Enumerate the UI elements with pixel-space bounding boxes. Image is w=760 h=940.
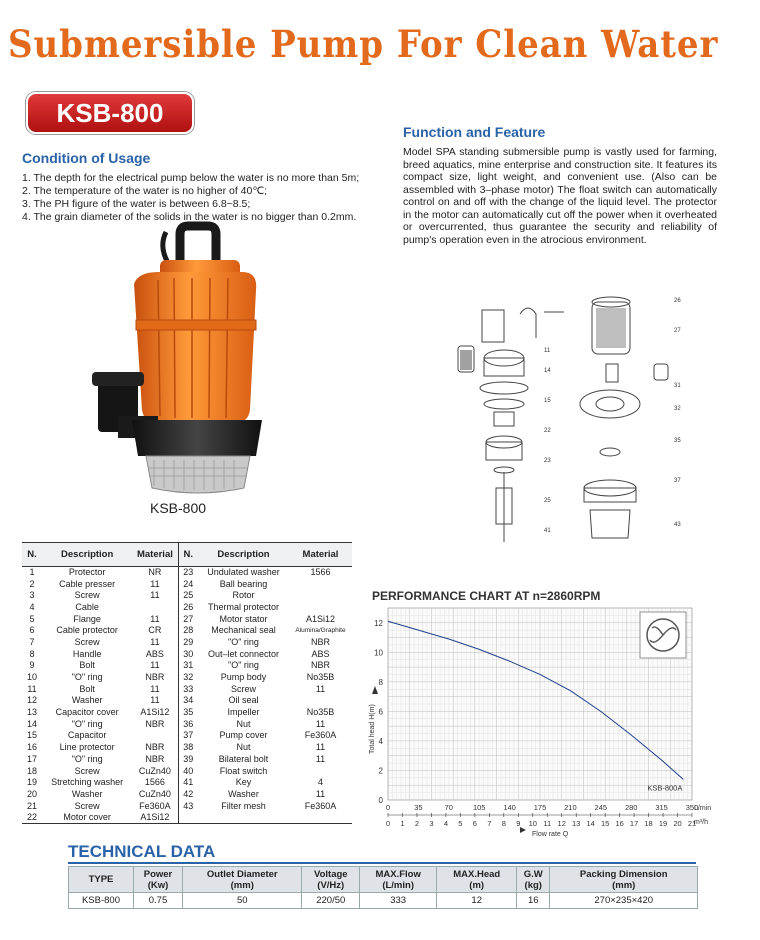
table-cell: Flange bbox=[73, 613, 101, 624]
table-cell: 21 bbox=[26, 800, 37, 811]
table-cell: Cable protector bbox=[56, 625, 118, 636]
table-cell: A1Si12 bbox=[305, 613, 335, 624]
x-tick-label-m3h: 8 bbox=[501, 819, 506, 828]
table-cell: 33 bbox=[183, 683, 194, 694]
table-row bbox=[22, 777, 352, 789]
table-cell: Impeller bbox=[227, 707, 260, 718]
parts-table bbox=[22, 542, 352, 824]
table-cell: Protector bbox=[68, 567, 106, 578]
table-cell: 16 bbox=[26, 742, 37, 753]
table-cell: 11 bbox=[132, 578, 178, 590]
table-cell: Capacitor cover bbox=[55, 707, 119, 718]
table-cell: 7 bbox=[29, 636, 35, 647]
pump-caption: KSB-800 bbox=[150, 500, 207, 516]
svg-text:11: 11 bbox=[544, 348, 551, 354]
table-cell: A1Si12 bbox=[132, 707, 178, 719]
table-cell: NBR bbox=[310, 660, 330, 671]
tech-col-header: G.W (kg) bbox=[517, 867, 550, 893]
table-cell: No35B bbox=[306, 672, 335, 683]
table-cell: 8 bbox=[29, 648, 35, 659]
table-cell: 6 bbox=[29, 625, 35, 636]
x-tick-label-lmin: 105 bbox=[472, 803, 486, 812]
table-cell: 11 bbox=[315, 683, 326, 694]
table-row bbox=[22, 578, 352, 590]
tech-col-header: MAX.Flow (L/min) bbox=[360, 867, 437, 893]
usage-item: 4. The grain diameter of the solids in the water is no bigger than 0.2mm. bbox=[22, 211, 357, 223]
table-cell: 1 bbox=[29, 567, 35, 578]
table-cell: Nut bbox=[236, 742, 251, 753]
tech-rule bbox=[68, 862, 696, 864]
svg-text:41: 41 bbox=[544, 528, 551, 534]
x-tick-label-lmin: 350 bbox=[685, 803, 699, 812]
table-cell: 31 bbox=[183, 660, 194, 671]
table-cell: NR bbox=[132, 567, 178, 579]
table-row bbox=[22, 789, 352, 801]
table-cell: 27 bbox=[183, 613, 194, 624]
table-cell: Screw bbox=[74, 636, 100, 647]
table-cell: 39 bbox=[183, 753, 194, 764]
tech-col-header: TYPE bbox=[69, 867, 134, 893]
tech-cell: 270×235×420 bbox=[550, 893, 698, 909]
table-cell: No35B bbox=[306, 707, 335, 718]
table-cell: 40 bbox=[183, 765, 194, 776]
table-cell bbox=[289, 695, 352, 707]
col-header: N. bbox=[178, 543, 198, 567]
tech-cell: 12 bbox=[437, 893, 517, 909]
y-tick-label: 2 bbox=[378, 766, 383, 776]
x-tick-label-m3h: 7 bbox=[487, 819, 492, 828]
table-cell: CuZn40 bbox=[132, 789, 178, 801]
table-cell: 11 bbox=[132, 683, 178, 695]
table-row bbox=[22, 812, 352, 824]
tech-cell: KSB-800 bbox=[69, 893, 134, 909]
table-cell: 23 bbox=[183, 567, 194, 578]
table-cell: 24 bbox=[183, 578, 194, 589]
tech-col-header: Power (Kw) bbox=[133, 867, 182, 893]
table-cell: Stretching washer bbox=[51, 777, 124, 788]
x-tick-label-m3h: 1 bbox=[400, 819, 405, 828]
tech-row bbox=[69, 893, 698, 909]
table-cell: Ball bearing bbox=[219, 578, 268, 589]
x-tick-label-m3h: 0 bbox=[385, 819, 391, 828]
table-cell: 2 bbox=[29, 578, 35, 589]
table-cell: ABS bbox=[311, 648, 330, 659]
table-row bbox=[22, 730, 352, 742]
table-cell: 11 bbox=[132, 637, 178, 649]
table-cell bbox=[289, 602, 352, 614]
table-cell: Mechanical seal bbox=[211, 625, 276, 636]
tech-col-header: MAX.Head (m) bbox=[437, 867, 517, 893]
table-cell: 11 bbox=[315, 753, 326, 764]
x-tick-label-lmin: 315 bbox=[655, 803, 668, 812]
table-cell: Line protector bbox=[59, 742, 115, 753]
table-cell: 11 bbox=[315, 742, 326, 753]
table-cell: NBR bbox=[132, 754, 178, 766]
table-row bbox=[22, 660, 352, 672]
table-row bbox=[22, 683, 352, 695]
table-row bbox=[22, 567, 352, 579]
table-cell: ABS bbox=[132, 648, 178, 660]
table-cell: Pump cover bbox=[219, 730, 268, 741]
x-tick-label-m3h: 3 bbox=[429, 819, 434, 828]
svg-text:25: 25 bbox=[544, 498, 551, 504]
table-cell: 35 bbox=[183, 707, 194, 718]
tech-cell: 50 bbox=[183, 893, 302, 909]
table-cell: Rotor bbox=[232, 590, 255, 601]
y-tick-label: 12 bbox=[374, 618, 383, 628]
table-cell: 1566 bbox=[132, 777, 178, 789]
table-cell: 11 bbox=[315, 788, 326, 799]
x-tick-label-lmin: 210 bbox=[564, 803, 577, 812]
table-cell: 11 bbox=[132, 613, 178, 625]
table-cell: Washer bbox=[71, 695, 103, 706]
table-cell bbox=[289, 578, 352, 590]
table-cell: Undulated washer bbox=[207, 567, 280, 578]
table-cell: Washer bbox=[71, 788, 103, 799]
table-cell: Out–let connector bbox=[207, 648, 279, 659]
page-title: Submersible Pump For Clean Water bbox=[8, 22, 719, 66]
svg-text:22: 22 bbox=[544, 428, 551, 434]
table-cell: Float switch bbox=[219, 765, 268, 776]
table-cell: NBR bbox=[132, 672, 178, 684]
y-tick-label: 8 bbox=[378, 677, 383, 687]
table-cell: 38 bbox=[183, 742, 194, 753]
table-cell: 1566 bbox=[310, 567, 331, 578]
y-tick-label: 10 bbox=[374, 648, 383, 658]
performance-chart bbox=[360, 586, 760, 840]
tech-heading: TECHNICAL DATA bbox=[68, 842, 216, 861]
svg-text:35: 35 bbox=[674, 438, 681, 444]
tech-cell: 333 bbox=[360, 893, 437, 909]
tech-header-row bbox=[69, 867, 698, 893]
col-header: Description bbox=[198, 543, 289, 567]
svg-text:43: 43 bbox=[674, 522, 681, 528]
table-row bbox=[22, 590, 352, 602]
table-cell: 28 bbox=[183, 625, 194, 636]
tech-col-header: Voltage (V/Hz) bbox=[302, 867, 360, 893]
table-cell: 29 bbox=[183, 636, 194, 647]
table-cell bbox=[178, 812, 198, 824]
x-tick-label-lmin: 35 bbox=[414, 803, 423, 812]
table-cell: "O" ring bbox=[71, 672, 103, 683]
table-cell: 34 bbox=[183, 695, 194, 706]
table-cell bbox=[198, 812, 289, 824]
table-cell: Cable presser bbox=[59, 578, 116, 589]
feature-text: Model SPA standing submersible pump is vastly used for farming, breed aquatics, mine enterprise and construction site. It features its compact size, light weight, and convenient use. (Also can be assembled with 3–phase motor) The float switch can automatically control on and off with the change of the liquid level. The protector in the motor can automatically cut off the power when it overheated or overcurrented, thus guarantee the security and reliability of pump's operation even in the atrocious environment. bbox=[403, 146, 717, 246]
table-cell: Key bbox=[235, 777, 252, 788]
tech-cell: 220/50 bbox=[302, 893, 360, 909]
table-cell: Pump body bbox=[220, 672, 267, 683]
x-tick-label-m3h: 10 bbox=[528, 819, 537, 828]
table-cell: 43 bbox=[183, 800, 194, 811]
table-cell: Handle bbox=[72, 648, 102, 659]
table-cell: CR bbox=[132, 625, 178, 637]
table-cell: 10 bbox=[26, 672, 37, 683]
table-cell: Fe360A bbox=[304, 730, 337, 741]
table-cell: 30 bbox=[183, 648, 194, 659]
table-cell: Bilateral bolt bbox=[218, 753, 269, 764]
x-tick-label-lmin: 140 bbox=[503, 803, 516, 812]
table-cell: Nut bbox=[236, 718, 251, 729]
exploded-diagram bbox=[424, 292, 704, 548]
table-cell bbox=[289, 590, 352, 602]
y-tick-label: 0 bbox=[378, 796, 383, 805]
table-cell: "O" ring bbox=[228, 636, 259, 647]
col-header: Description bbox=[42, 543, 132, 567]
x-tick-label-m3h: 15 bbox=[600, 819, 610, 828]
parts-header-row bbox=[22, 543, 352, 567]
tech-cell: 16 bbox=[517, 893, 550, 909]
table-cell: "O" ring bbox=[228, 660, 259, 671]
model-badge: KSB-800 bbox=[26, 92, 194, 134]
x-tick-label-m3h: 2 bbox=[414, 819, 420, 828]
x-axis-arrow bbox=[520, 827, 526, 833]
x-tick-label-m3h: 17 bbox=[629, 819, 639, 828]
svg-text:14: 14 bbox=[544, 368, 551, 374]
table-cell: 42 bbox=[183, 788, 194, 799]
table-cell: 3 bbox=[29, 590, 35, 601]
table-row bbox=[22, 742, 352, 754]
table-row bbox=[22, 637, 352, 649]
x-tick-label-lmin: 70 bbox=[444, 803, 453, 812]
table-cell: 9 bbox=[29, 660, 35, 671]
table-cell: Fe360A bbox=[132, 800, 178, 812]
x-tick-label-m3h: 19 bbox=[658, 819, 668, 828]
tech-col-header: Packing Dimension (mm) bbox=[550, 867, 698, 893]
y-axis-arrow bbox=[372, 686, 378, 694]
x-tick-label-m3h: 5 bbox=[458, 819, 463, 828]
y-tick-label: 6 bbox=[378, 707, 383, 717]
tech-cell: 0.75 bbox=[133, 893, 182, 909]
table-cell: 37 bbox=[183, 730, 194, 741]
x-tick-label-m3h: 18 bbox=[644, 819, 653, 828]
svg-text:26: 26 bbox=[674, 298, 681, 304]
chart-title: PERFORMANCE CHART AT n=2860RPM bbox=[372, 589, 601, 603]
usage-item: 1. The depth for the electrical pump below the water is no more than 5m; bbox=[22, 172, 360, 184]
table-cell: "O" ring bbox=[71, 753, 103, 764]
table-cell: 15 bbox=[26, 730, 37, 741]
table-cell: Thermal protector bbox=[207, 601, 279, 612]
table-cell: Screw bbox=[230, 683, 256, 694]
table-cell: 11 bbox=[132, 660, 178, 672]
x-tick-label-m3h: 13 bbox=[572, 819, 581, 828]
table-cell: Oil seal bbox=[228, 695, 259, 706]
y-axis-label: Total head H(m) bbox=[369, 704, 376, 754]
table-row bbox=[22, 613, 352, 625]
x-tick-label-m3h: 4 bbox=[443, 819, 448, 828]
table-row bbox=[22, 625, 352, 637]
table-row bbox=[22, 695, 352, 707]
usage-item: 3. The PH figure of the water is between 6.8~8.5; bbox=[22, 198, 251, 210]
table-cell: Motor stator bbox=[219, 613, 268, 624]
table-cell: 22 bbox=[22, 812, 42, 824]
y-tick-label: 4 bbox=[378, 736, 383, 746]
x-tick-label-lmin: 280 bbox=[624, 803, 638, 812]
table-cell: Screw bbox=[74, 765, 100, 776]
table-cell: 20 bbox=[26, 788, 37, 799]
table-cell: Washer bbox=[228, 788, 259, 799]
table-cell: Cable bbox=[75, 601, 99, 612]
table-cell bbox=[289, 812, 352, 824]
usage-heading: Condition of Usage bbox=[22, 150, 151, 166]
x-tick-label-m3h: 16 bbox=[615, 819, 624, 828]
svg-text:37: 37 bbox=[674, 478, 681, 484]
table-cell: 11 bbox=[132, 590, 178, 602]
table-cell: 4 bbox=[317, 777, 323, 788]
x-unit-bottom: m³/h bbox=[694, 819, 708, 826]
table-cell: Bolt bbox=[79, 660, 95, 671]
svg-text:27: 27 bbox=[674, 328, 681, 334]
x-tick-label-m3h: 21 bbox=[687, 819, 697, 828]
x-axis-label: Flow rate Q bbox=[532, 831, 569, 838]
svg-text:32: 32 bbox=[674, 406, 681, 412]
table-row bbox=[22, 754, 352, 766]
table-cell: 13 bbox=[26, 707, 37, 718]
table-cell: NBR bbox=[132, 742, 178, 754]
table-cell: 11 bbox=[132, 695, 178, 707]
x-tick-label-m3h: 9 bbox=[516, 819, 521, 828]
usage-list bbox=[22, 172, 392, 224]
table-cell: 11 bbox=[315, 718, 326, 729]
tech-col-header: Outlet Diameter (mm) bbox=[183, 867, 302, 893]
x-tick-label-lmin: 0 bbox=[385, 803, 391, 812]
table-cell: Filter mesh bbox=[221, 800, 266, 811]
col-header: N. bbox=[22, 543, 42, 567]
col-header: Material bbox=[289, 543, 352, 567]
table-cell bbox=[289, 765, 352, 777]
table-cell: 19 bbox=[26, 777, 37, 788]
table-cell: Alumina/Graphite bbox=[295, 627, 346, 635]
x-tick-label-lmin: 245 bbox=[594, 803, 608, 812]
x-tick-label-m3h: 20 bbox=[673, 819, 682, 828]
svg-text:23: 23 bbox=[544, 458, 551, 464]
table-cell bbox=[132, 730, 178, 742]
table-cell: 41 bbox=[183, 777, 194, 788]
tech-table bbox=[68, 866, 698, 909]
usage-item: 2. The temperature of the water is no higher of 40℃; bbox=[22, 185, 268, 197]
table-cell: Screw bbox=[74, 590, 100, 601]
table-cell: 32 bbox=[183, 672, 194, 683]
x-tick-label-m3h: 14 bbox=[586, 819, 595, 828]
table-row bbox=[22, 718, 352, 730]
table-row bbox=[22, 672, 352, 684]
table-cell: 25 bbox=[183, 590, 194, 601]
table-cell bbox=[132, 602, 178, 614]
table-cell: 4 bbox=[29, 601, 35, 612]
x-tick-label-m3h: 12 bbox=[557, 819, 566, 828]
table-cell: Bolt bbox=[79, 683, 95, 694]
table-cell: 5 bbox=[29, 613, 35, 624]
table-cell: "O" ring bbox=[71, 718, 103, 729]
table-cell: 26 bbox=[183, 601, 194, 612]
series-label: KSB-800A bbox=[647, 783, 683, 793]
table-cell: 18 bbox=[26, 765, 37, 776]
table-cell: NBR bbox=[310, 636, 330, 647]
table-cell: Screw bbox=[74, 800, 100, 811]
table-row bbox=[22, 648, 352, 660]
x-tick-label-m3h: 6 bbox=[472, 819, 477, 828]
col-header: Material bbox=[132, 543, 178, 567]
table-cell: NBR bbox=[132, 718, 178, 730]
table-cell: 12 bbox=[26, 695, 37, 706]
table-cell: Capacitor bbox=[67, 730, 107, 741]
table-cell: 11 bbox=[27, 683, 37, 694]
pump-image bbox=[88, 220, 278, 498]
table-row bbox=[22, 800, 352, 812]
table-cell: CuZn40 bbox=[132, 765, 178, 777]
table-cell: Motor cover bbox=[42, 812, 132, 824]
x-tick-label-lmin: 175 bbox=[533, 803, 547, 812]
svg-text:15: 15 bbox=[544, 398, 551, 404]
table-cell: 14 bbox=[26, 718, 37, 729]
table-row bbox=[22, 602, 352, 614]
x-tick-label-m3h: 11 bbox=[543, 819, 552, 828]
table-cell: Fe360A bbox=[304, 800, 337, 811]
svg-text:31: 31 bbox=[674, 383, 681, 389]
table-cell: 36 bbox=[183, 718, 194, 729]
table-row bbox=[22, 707, 352, 719]
x-unit-top: L/min bbox=[694, 805, 712, 812]
table-cell: 17 bbox=[26, 753, 37, 764]
feature-heading: Function and Feature bbox=[403, 124, 546, 140]
table-cell: A1Si12 bbox=[132, 812, 178, 824]
table-row bbox=[22, 765, 352, 777]
